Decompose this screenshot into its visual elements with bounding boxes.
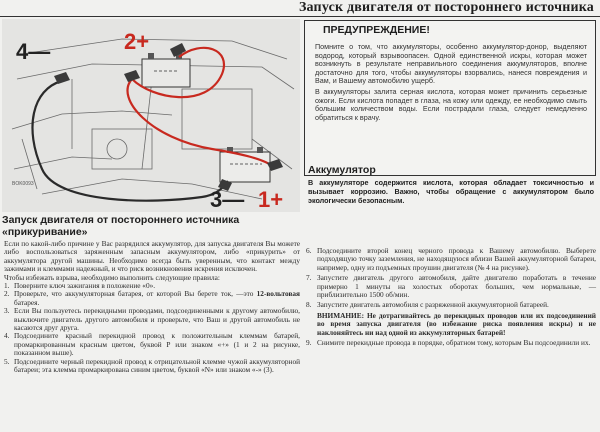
list-item: 3. Если Вы пользуетесь перекидными проводами, подсоединенными к другому автомобилю, выключите двигатель другого автомобиля и проверьте, что Ваш и другой автомобиль не касаются друг друга. xyxy=(4,306,300,333)
list-item: 9. Снимите перекидные провода в порядке, обратном тому, которым Вы подсоединили их. xyxy=(306,338,591,348)
battery-title: Аккумулятор xyxy=(308,164,376,176)
step-number: 5. xyxy=(4,356,10,366)
list-item: 2. Проверьте, что аккумуляторная батарея, от которой Вы берете ток, —это 12-вольтовая батарея. xyxy=(4,289,300,307)
warning-title: ПРЕДУПРЕЖДЕНИЕ! xyxy=(323,24,430,36)
emphasis-text: 12-вольтовая xyxy=(256,289,300,299)
step-number: 3. xyxy=(4,306,10,316)
step-number: 1. xyxy=(4,281,10,291)
warning-box xyxy=(304,20,596,176)
label-plus-1: 1+ xyxy=(258,187,284,212)
label-plus-2: 2+ xyxy=(124,29,150,54)
step-number: 6. xyxy=(306,246,312,255)
list-item: 5. Подсоедините черный перекидной провод к отрицательной клемме чужой аккумуляторной батареи; эта клемма промаркирована синим цветом, буквой «N» или знаком «-» (3). xyxy=(4,356,300,375)
car-battery-graphic xyxy=(142,53,190,87)
steps-right-list xyxy=(306,247,596,347)
step-number: 7. xyxy=(306,273,312,283)
intro-rules: Чтобы избежать взрыва, необходимо выполнить следующие правила: xyxy=(4,272,220,282)
battery-text: В аккумуляторе содержится кислота, которая обладает токсичностью и вызывает коррозию. Важно, чтобы обращение с аккумулятором было экологически безопасным. xyxy=(308,178,594,205)
list-item xyxy=(306,312,596,337)
label-minus-3: 3— xyxy=(210,187,245,212)
list-item: 7. Запустите двигатель другого автомобиля, дайте двигателю поработать в течение примерно 1 минуты на холостых оборотах больших, чем нормальные, — приблизительно 1500 об/мин. xyxy=(306,273,596,300)
step-number: 8. xyxy=(306,300,312,310)
label-minus-4: 4— xyxy=(16,39,51,64)
warning-paragraph: Помните о том, что аккумуляторы, особенно аккумулятор-донор, выделяют водород, который взрывоопасен. Одной единственной искры, которая может возникнуть в результате неправильного соединения аккумуляторов, вполне достаточно для того, чтобы аккумуляторы взорвались, нанеся повреждения и Вам, и Вашему автомобилю ущерб. xyxy=(315,42,587,86)
left-column xyxy=(4,240,300,375)
intro-paragraph: Если по какой-либо причине у Вас разрядился аккумулятор, для запуска двигателя Вы можете либо воспользоваться заряженным запасным аккумулятором, либо «прикурить» от аккумулятора другой машины. Необходимо всегда быть уверенным, что контакт между зажимами и клеммами надежный, и что риск возникновения искрения исключен. xyxy=(4,239,300,274)
right-column xyxy=(306,247,596,349)
step-number: 2. xyxy=(4,289,10,299)
step-number: 9. xyxy=(306,338,312,348)
emphasis-text: ВНИМАНИЕ: Не дотрагивайтесь до перекидных проводов или их подсоединений во время запуска двигателя (во избежание риска появления искры) и не наклоняйтесь ни над одной из аккумуляторных батарей! xyxy=(317,310,596,337)
jump-start-illustration xyxy=(2,19,300,212)
step-number: 4. xyxy=(4,331,10,341)
steps-left-list xyxy=(4,282,300,374)
list-item: 8. Запустите двигатель автомобиля с разряженной аккумуляторной батареей. xyxy=(306,300,549,310)
section-title: Запуск двигателя от постороннего источника «прикуривание» xyxy=(2,214,240,238)
list-item: 6. Подсоедините второй конец черного провода к Вашему автомобилю. Выберете подходящую точку заземления, не находящуюся вблизи Вашей аккумуляторной батареи, например, одну из подъемных проушин двигателя (№ 4 на рисунке). xyxy=(306,246,596,272)
list-item: 4. Подсоедините красный перекидной провод к положительным клеммам батарей, промаркированным красным цветом, буквой Р или знаком «+» (1 и 2 на рисунке, показанном выше). xyxy=(4,331,300,358)
page-title: Запуск двигателя от постороннего источника xyxy=(298,0,594,15)
header-bar xyxy=(0,0,600,17)
warning-paragraph: В аккумуляторы залита серная кислота, которая может причинить серьезные ожоги. Если кислота попадет в глаза, на кожу или одежду, ее необходимо смыть большим количеством воды. Если пострадали глаза, следует немедленно обратиться к врачу. xyxy=(315,86,587,122)
illustration-caption: BOK0093 xyxy=(12,181,34,187)
battery-section xyxy=(304,164,596,205)
warning-text xyxy=(315,43,587,124)
list-item: 1. Поверните ключ зажигания в положение «0». xyxy=(4,281,156,291)
